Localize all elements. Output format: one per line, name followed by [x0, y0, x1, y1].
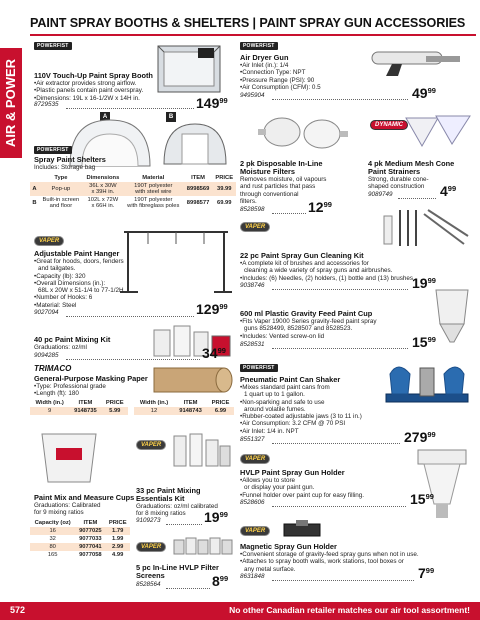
air-dryer-title: Air Dryer Gun: [240, 53, 289, 62]
feed-cup-title: 600 ml Plastic Gravity Feed Paint Cup: [240, 309, 373, 318]
mixing-kit-33-desc: Graduations: oz/ml calibrated for 8 mixing ratios: [136, 503, 218, 518]
vaper-logo: VAPER: [136, 440, 166, 450]
table-row: 12 9148743 6.99: [134, 407, 234, 415]
leader-dots: [166, 524, 202, 525]
header-rule: [30, 34, 476, 36]
masking-paper-title: General-Purpose Masking Paper: [34, 374, 148, 383]
mix-cups-desc: Graduations: Calibrated for 9 mixing ratios: [34, 502, 101, 517]
hanger-title: Adjustable Paint Hanger: [34, 249, 120, 258]
air-dryer-sku: 9495904: [240, 92, 265, 99]
filters-title: 2 pk Disposable In-Line Moisture Filters: [240, 159, 323, 177]
hvlp-holder-sku: 8528606: [240, 499, 265, 506]
strainers-price: $4^{99}$: [440, 183, 457, 199]
shaker-sku: 8551327: [240, 436, 265, 443]
trimaco-logo: TRIMACO: [34, 364, 72, 373]
air-dryer-gun-image: [366, 40, 466, 78]
leader-dots: [66, 359, 200, 360]
strainers-desc: Strong, durable cone- shaped construction: [368, 176, 429, 191]
leader-dots: [166, 588, 210, 589]
strainers-sku: 9089749: [368, 191, 393, 198]
cleaning-kit-desc: •A complete kit of brushes and accessories for cleaning a wide variety of spray guns and airbrushes. •Includes: (6) Needles, (2) holders, (1) bottle and (13) brushes: [240, 260, 414, 282]
hanger-desc: •Great for hoods, doors, fenders and tailgates. •Capacity (lb): 320 •Overall Dimensions (in.): 68L x 20W x 51-1/4 to 77-1/2H •Number of Hooks: 6 •Material: Steel: [34, 258, 124, 309]
leader-dots: [272, 580, 414, 581]
leader-dots: [66, 316, 194, 317]
table-row: B Built-in screen and floor 102L x 72W x 66H in. 190T polyester with fibreglass poles 8998577 69.99: [32, 197, 232, 209]
feed-cup-price: $15^{99}$: [412, 334, 436, 350]
cleaning-kit-image: [380, 206, 472, 250]
shelters-table: Type Dimensions Material ITEM PRICE A Pop-up 36L x 30W x 39H in. 190T polyester with steel wire 8998569 39.99 B Built-in screen and floor 102L x 72W x 66H in. 190T polyester with fibreglass poles 8998577 69.99: [30, 174, 236, 210]
filters-desc: Removes moisture, oil vapours and rust particles that pass through conventional filters.: [240, 176, 327, 205]
touchup-booth-desc: •Air extractor provides strong airflow. •Plastic panels contain paint overspray. •Dimensions: 19L x 16-1/2W x 14H in.: [34, 80, 144, 102]
shaker-title: Pneumatic Paint Can Shaker: [240, 375, 341, 384]
vaper-logo: VAPER: [34, 236, 64, 246]
page-number: 572: [10, 605, 26, 615]
filter-screens-title: 5 pc In-Line HVLP Filter Screens: [136, 563, 219, 581]
label-b: B: [166, 112, 176, 122]
leader-dots: [272, 348, 408, 349]
cleaning-kit-title: 22 pc Paint Spray Gun Cleaning Kit: [240, 251, 364, 260]
screen-shelter-image: [160, 118, 230, 168]
air-dryer-desc: •Air Inlet (in.): 1/4 •Connection Type: NPT •Pressure Range (PSI): 90 •Air Consumption (CFM): 0.5: [240, 62, 321, 91]
vaper-logo: VAPER: [240, 222, 270, 232]
mixing-kit-33-price: $19^{99}$: [204, 509, 228, 525]
touchup-booth-sku: 8729535: [34, 101, 59, 108]
leader-dots: [272, 289, 408, 290]
table-row: 80 9077041 2.99: [30, 543, 130, 551]
leader-dots: [66, 108, 194, 109]
hanger-price: $129^{99}$: [196, 301, 228, 317]
filter-screens-image: [170, 532, 234, 560]
feed-cup-desc: •Fits Vaper 19000 Series gravity-feed paint spray guns 8528499, 8528507 and 8528523. •Includes: Vented screw-on lid: [240, 318, 377, 340]
mixing-kit-40-desc: Graduations: oz/ml: [34, 344, 87, 351]
touchup-booth-title: 110V Touch-Up Paint Spray Booth: [34, 71, 153, 80]
cleaning-kit-sku: 9038746: [240, 282, 265, 289]
mix-cups-title: Paint Mix and Measure Cups: [34, 493, 135, 502]
masking-paper-desc: •Type: Professional grade •Length (ft): 180: [34, 383, 106, 398]
table-row: 9 9148735 5.99: [30, 407, 128, 415]
mag-holder-desc: •Convenient storage of gravity-feed spray guns when not in use. •Attaches to spray booth walls, work stations, tool boxes or any metal surface.: [240, 551, 419, 573]
powerfist-logo: POWERFIST: [240, 42, 278, 50]
mag-holder-title: Magnetic Spray Gun Holder: [240, 542, 337, 551]
cone-strainers-image: [402, 110, 474, 150]
leader-dots: [272, 443, 400, 444]
shaker-price: $279^{99}$: [404, 429, 436, 445]
moisture-filters-image: [256, 110, 352, 154]
mix-cups-table: Capacity (oz) ITEM PRICE 16 9077025 1.79 32 9077033 1.99 80 9077041 2.99 165 9077058 4.99: [30, 519, 130, 559]
mag-holder-price: $7^{99}$: [418, 565, 435, 581]
strainers-title: 4 pk Medium Mesh Cone Paint Strainers: [368, 159, 455, 177]
powerfist-logo: POWERFIST: [34, 146, 72, 154]
vaper-logo: VAPER: [136, 542, 166, 552]
shelters-title: Spray Paint Shelters: [34, 155, 106, 164]
mixing-kit-40-sku: 9094285: [34, 352, 59, 359]
hvlp-holder-price: $15^{99}$: [410, 491, 434, 507]
hvlp-holder-title: HVLP Paint Spray Gun Holder: [240, 468, 345, 477]
table-row: 32 9077033 1.99: [49, 536, 124, 542]
filter-screens-sku: 8528564: [136, 581, 161, 588]
table-row: 16 9077025 1.79: [30, 527, 130, 535]
leader-dots: [272, 506, 406, 507]
page-title: PAINT SPRAY BOOTHS & SHELTERS | PAINT SPRAY GUN ACCESSORIES: [30, 16, 466, 30]
masking-paper-table-2: Width (in.) ITEM PRICE 12 9148743 6.99: [134, 399, 234, 415]
table-row: 165 9077058 4.99: [47, 552, 124, 558]
mixing-kit-33-image: [170, 430, 234, 480]
powerfist-logo: POWERFIST: [240, 364, 278, 372]
leader-dots: [272, 99, 408, 100]
section-tab-label: AIR & POWER: [3, 58, 18, 148]
air-dryer-price: $49^{99}$: [412, 85, 436, 101]
feed-cup-sku: 8528531: [240, 341, 265, 348]
mag-holder-sku: 8631848: [240, 573, 265, 580]
hanger-sku: 9027094: [34, 309, 59, 316]
magnetic-holder-image: [280, 518, 324, 542]
mixing-kit-40-title: 40 pc Paint Mixing Kit: [34, 335, 111, 344]
hvlp-holder-desc: •Allows you to store or display your paint gun. •Funnel holder over paint cup for easy filling.: [240, 477, 365, 499]
footer-tagline: No other Canadian retailer matches our air tool assortment!: [229, 605, 470, 615]
masking-paper-image: [150, 362, 236, 398]
mixing-kit-33-sku: 9109273: [136, 517, 161, 524]
masking-paper-table-1: Width (in.) ITEM PRICE 9 9148735 5.99: [30, 399, 128, 415]
leader-dots: [272, 213, 306, 214]
mixing-kit-33-title: 33 pc Paint Mixing Essentials Kit: [136, 486, 201, 504]
touchup-booth-price: $149^{99}$: [196, 95, 228, 111]
vaper-logo: VAPER: [240, 454, 270, 464]
table-row: A Pop-up 36L x 30W x 39H in. 190T polyester with steel wire 8998569 39.99: [30, 182, 236, 196]
mix-cups-image: [36, 428, 102, 486]
powerfist-logo: POWERFIST: [34, 42, 72, 50]
cleaning-kit-price: $19^{99}$: [412, 275, 436, 291]
filters-price: $12^{99}$: [308, 199, 332, 215]
vaper-logo: VAPER: [240, 526, 270, 536]
filter-screens-price: $8^{99}$: [212, 573, 229, 589]
filters-sku: 8528598: [240, 206, 265, 213]
dynamic-logo: DYNAMIC: [370, 120, 408, 130]
mixing-kit-40-price: $34^{99}$: [202, 345, 226, 361]
leader-dots: [398, 198, 436, 199]
shelters-desc: Includes: Storage bag: [34, 164, 96, 171]
shaker-desc: •Mixes standard paint cans from 1 quart up to 1 gallon. •Non-sparking and safe to use around volatile fumes. •Rubber-coated adjustable jaws (3 to 11 in.) •Air Consumption: 3.2 CFM @ 70 PSI •Air Inlet: 1/4 in. NPT: [240, 384, 362, 435]
label-a: A: [100, 112, 110, 122]
